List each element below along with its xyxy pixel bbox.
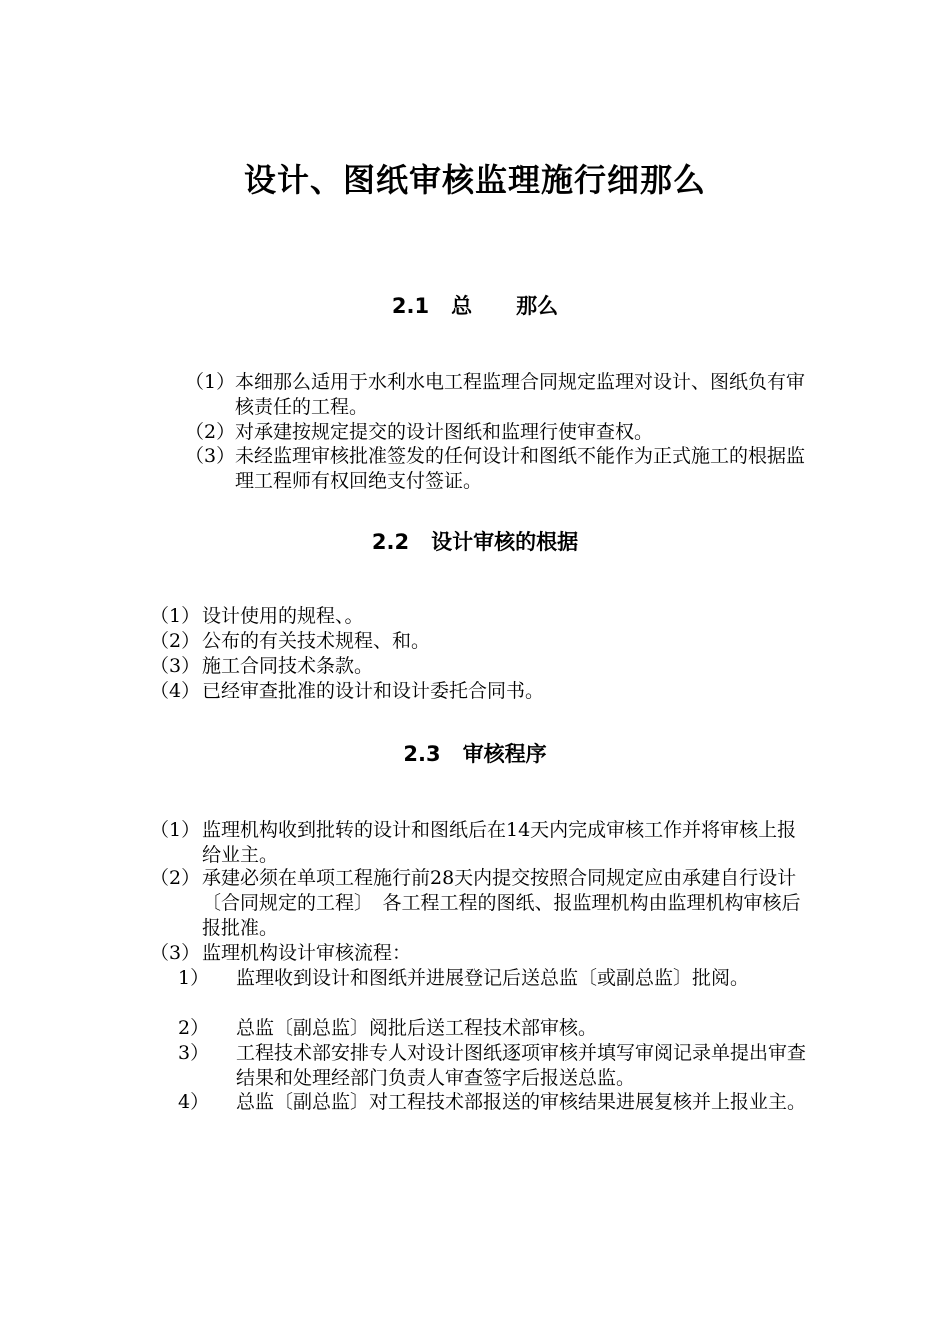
item-label: （2） (150, 630, 201, 652)
item-text: 对承建按规定提交的设计图纸和监理行使审查权。 (235, 421, 654, 443)
section-title-part-b: 那么 (516, 294, 559, 318)
item-label: （1） (150, 819, 201, 841)
section-number: 2.2 (371, 530, 410, 554)
section-title-part-a: 总 (451, 294, 473, 318)
sub-item-text: 工程技术部安排专人对设计图纸逐项审核并填写审阅记录单提出审查结果和处理经部门负责人审查签字后报送总监。 (236, 1042, 807, 1089)
list-item (150, 604, 810, 629)
item-label: （4） (150, 680, 201, 702)
item-text: 承建必须在单项工程施行前28天内提交按照合同规定应由承建自行设计〔合同规定的工程〕 各工程工程的图纸、报监理机构由监理机构审核后报批准。 (202, 867, 801, 939)
item-text: 未经监理审核批准签发的任何设计和图纸不能作为正式施工的根据监理工程师有权回绝支付签证。 (235, 445, 806, 492)
list-item (150, 679, 810, 704)
item-text: 施工合同技术条款。 (202, 655, 374, 677)
sub-list-item (178, 1016, 806, 1041)
item-text: 监理机构收到批转的设计和图纸后在14天内完成审核工作并将审核上报给业主。 (202, 819, 797, 866)
sub-item-label: 3） (178, 1042, 210, 1064)
section-heading-2-3 (0, 738, 950, 768)
document-title: 设计、图纸审核监理施行细那么 (243, 161, 706, 199)
list-item (150, 654, 810, 679)
section-number: 2.3 (403, 742, 441, 766)
item-label: （2） (185, 421, 236, 443)
item-text: 监理机构设计审核流程： (202, 942, 412, 964)
item-label: （1） (185, 371, 236, 393)
item-text: 公布的有关技术规程、和。 (202, 630, 431, 652)
item-label: （3） (150, 942, 201, 964)
item-text: 设计使用的规程、。 (202, 605, 364, 627)
sub-item-label: 2） (178, 1017, 210, 1039)
sub-item-text: 总监〔副总监〕阅批后送工程技术部审核。 (236, 1017, 598, 1039)
section-title: 审核程序 (462, 742, 547, 766)
list-item (185, 444, 805, 494)
item-label: （3） (150, 655, 201, 677)
list-item (185, 420, 805, 445)
section-number: 2.1 (391, 294, 430, 318)
item-label: （2） (150, 867, 201, 889)
list-item (150, 941, 810, 966)
sub-item-label: 1） (178, 967, 210, 989)
list-item (185, 370, 805, 420)
section-title: 设计审核的根据 (431, 530, 579, 554)
sub-item-text: 总监〔副总监〕对工程技术部报送的审核结果进展复核并上报业主。 (236, 1091, 807, 1113)
sub-item-label: 4） (178, 1091, 210, 1113)
section-heading-2-2 (0, 526, 950, 556)
list-item (150, 866, 810, 941)
section-heading-2-1 (0, 290, 950, 320)
sub-list-item (178, 1041, 806, 1091)
sub-item-text: 监理收到设计和图纸并进展登记后送总监〔或副总监〕批阅。 (236, 967, 750, 989)
item-label: （1） (150, 605, 201, 627)
list-item (150, 818, 810, 868)
item-label: （3） (185, 445, 236, 467)
item-text: 已经审查批准的设计和设计委托合同书。 (202, 680, 545, 702)
list-item (150, 629, 810, 654)
sub-list-item (178, 966, 806, 991)
sub-list-item (178, 1090, 806, 1115)
item-text: 本细那么适用于水利水电工程监理合同规定监理对设计、图纸负有审核责任的工程。 (235, 371, 806, 418)
